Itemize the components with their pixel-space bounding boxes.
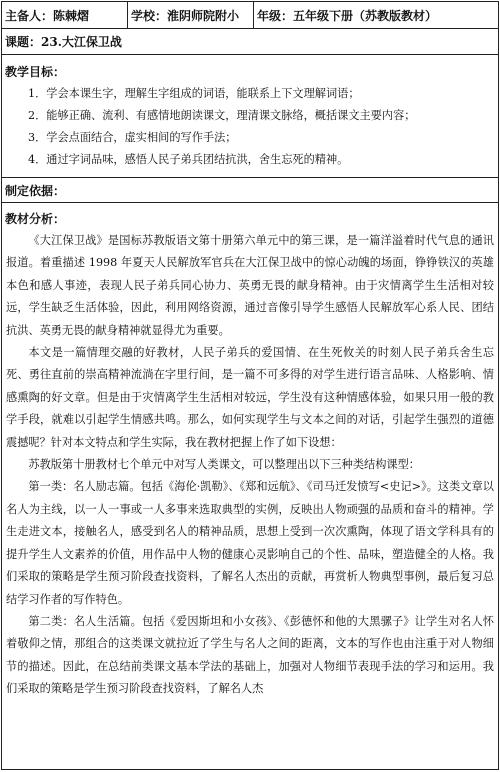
school-label: 学校：: [131, 8, 168, 23]
analysis-paragraph: 第一类：名人励志篇。包括《海伦·凯勒》、《郑和远航》、《司马迁发愤写<史记>》。这类文章以名人为主线，以一人一事或一人多事来选取典型的实例，反映出人物顽强的品质和奋斗的精神。学生走进文本，接触名人，感受到名人的精神品质，思想上受到一次次熏陶，体现了语文学科具有的提升学生人文素养的价值，用作品中人物的健康心灵影响自己的个性、品味，塑造健全的人格。我们采取的策略是学生预习阶段查找资料，了解名人杰出的贡献，再赏析人物典型事例，最后复习总结学习作者的写作特色。: [6, 480, 494, 606]
header-row: [2, 2, 498, 29]
presenter-cell: [2, 2, 128, 28]
goal-item: 1．学会本课生字，理解生字组成的词语，能联系上下文理解词语；: [28, 87, 360, 100]
analysis-paragraph: 第二类：名人生活篇。包括《爱因斯坦和小女孩》、《彭德怀和他的大黑骡子》让学生对名人怀着敬仰之情，那组合的这类课文就拉近了学生与名人之间的距离，文本的写作也由注重于对人物细节的描述。因此，在总结前类课文基本学法的基础上，加强对人物细节表现手法的学习和运用。我们采取的策略是学生预习阶段查找资料，了解名人杰: [6, 614, 494, 696]
presenter-label: 主备人：: [5, 8, 54, 23]
lesson-title: 课题：23.大江保卫战: [2, 29, 498, 55]
school-name: 淮阴师院附小: [167, 8, 240, 23]
material-analysis-heading: 教材分析：: [5, 212, 66, 226]
material-analysis-section: [2, 203, 498, 701]
basis-heading: 制定依据：: [2, 178, 498, 203]
analysis-paragraph: 苏教版第十册教材七个单元中对写人类课文，可以整理出以下三种类结构课型：: [28, 458, 420, 472]
school-cell: [128, 2, 254, 28]
grade-value: 五年级下册（苏教版教材）: [293, 8, 438, 23]
lesson-plan-page: [1, 1, 499, 770]
teaching-goals-heading: 教学目标：: [5, 65, 66, 79]
grade-label: 年级：: [257, 8, 294, 23]
presenter-name: 陈棘熠: [53, 8, 90, 23]
goal-item: 2．能够正确、流利、有感情地朗读课文，理清课文脉络，概括课文主要内容；: [28, 109, 416, 122]
grade-cell: [254, 2, 498, 28]
analysis-paragraph: 本文是一篇情理交融的好教材，人民子弟兵的爱国情、在生死攸关的时刻人民子弟兵舍生忘死、勇往直前的崇高精神流淌在字里行间，是一篇不可多得的对学生进行语言品味、人格影响、情感熏陶的好文章。但是由于灾情离学生生活相对较远，学生没有这种情感体验，如果只用一般的教学手段，就难以引起学生情感共鸣。那么，如何实现学生与文本之间的对话，引起学生强烈的道德震撼呢？针对本文特点和学生实际，我在教材把握上作了如下设想：: [6, 346, 494, 449]
analysis-paragraph: 《大江保卫战》是国标苏教版语文第十册第六单元中的第三课，是一篇洋溢着时代气息的通讯报道。着重描述 1998 年夏天人民解放军官兵在大江保卫战中的惊心动魄的场面，铮铮铁汉的英雄本色和感人事迹，表现人民子弟兵同心协力、英勇无畏的献身精神。由于灾情离学生生活相对较远，学生缺乏生活体验，因此，利用网络资源，通过音像引导学生感悟人民解放军心系人民、团结抗洪、英勇无畏的献身精神就显得尤为重要。: [6, 234, 494, 337]
goal-item: 3．学会点面结合，虚实相间的写作手法；: [28, 131, 237, 144]
teaching-goals-section: [2, 55, 498, 178]
goal-item: 4．通过字词品味，感悟人民子弟兵团结抗洪，舍生忘死的精神。: [28, 153, 349, 166]
